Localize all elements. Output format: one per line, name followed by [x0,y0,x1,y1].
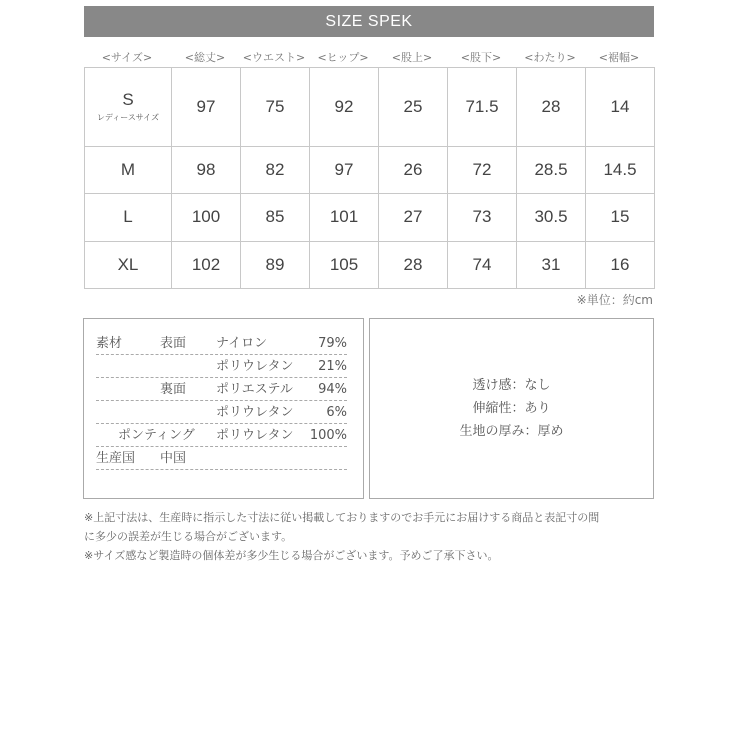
value-cell: 28.5 [517,146,586,193]
header-inseam: <股下> [460,51,502,64]
thickness-text: 生地の厚み：厚め [459,424,564,439]
value-cell: 101 [310,194,379,241]
material-row [96,354,347,378]
stretch-text: 伸縮性：あり [472,401,551,416]
column-headers [84,49,654,63]
value-cell: 75 [241,68,310,147]
material-percent: 21% [318,359,347,374]
header-hem: <裾幅> [598,51,640,64]
size-note: レディースサイズ [96,112,160,122]
origin-label: 生産国 [96,451,136,466]
header-length: <総丈> [184,51,226,64]
value-cell: 30.5 [517,194,586,241]
value-cell: 14 [586,68,655,147]
note-line: ※上記寸法は、生産時に指示した寸法に従い掲載しておりますのでお手元にお届けする商品と表記寸の間 [84,511,600,524]
unit-note: ※単位：約cm [576,293,653,307]
disclaimer-notes [84,508,664,565]
material-percent: 94% [318,382,347,397]
size-label: S [122,89,134,109]
value-cell: 28 [517,68,586,147]
origin-row [96,446,347,470]
value-cell: 28 [379,241,448,288]
value-cell: 72 [448,146,517,193]
material-label: 素材 [96,336,123,351]
size-cell: XL [85,241,172,288]
material-name: ポリウレタン [216,405,294,420]
material-name: ポリエステル [216,382,293,397]
origin-value: 中国 [160,451,187,466]
value-cell: 89 [241,241,310,288]
value-cell: 26 [379,146,448,193]
material-name: ナイロン [216,336,268,351]
value-cell: 71.5 [448,68,517,147]
title-banner: SIZE SPEK [84,6,654,37]
header-waist: <ウエスト> [242,51,306,64]
value-cell: 27 [379,194,448,241]
header-rise: <股上> [391,51,433,64]
material-percent: 79% [318,336,347,351]
value-cell: 15 [586,194,655,241]
value-cell: 16 [586,241,655,288]
outer-label: 表面 [160,336,187,351]
size-cell: L [85,194,172,241]
size-cell [85,68,172,147]
table-row [85,194,655,241]
table-row [85,68,655,147]
value-cell: 31 [517,241,586,288]
material-percent: 100% [309,428,347,443]
note-line: に多少の誤差が生じる場合がございます。 [84,530,293,543]
material-row [96,423,347,447]
header-hip: <ヒップ> [317,51,369,64]
material-name: ポリウレタン [216,359,294,374]
lining-label: 裏面 [160,382,187,397]
value-cell: 100 [172,194,241,241]
value-cell: 73 [448,194,517,241]
value-cell: 14.5 [586,146,655,193]
value-cell: 97 [310,146,379,193]
table-row [85,146,655,193]
value-cell: 105 [310,241,379,288]
value-cell: 25 [379,68,448,147]
fabric-feel-panel [369,318,654,499]
value-cell: 92 [310,68,379,147]
transparency-text: 透け感：なし [472,378,551,393]
size-table [84,67,655,289]
material-name: ポリウレタン [216,428,294,443]
material-percent: 6% [326,405,347,420]
size-cell: M [85,146,172,193]
value-cell: 74 [448,241,517,288]
fabric-feel-list [370,374,653,443]
value-cell: 102 [172,241,241,288]
table-row [85,241,655,288]
note-line: ※サイズ感など製造時の個体差が多少生じる場合がございます。予めご了承下さい。 [84,549,499,562]
value-cell: 98 [172,146,241,193]
material-row [96,400,347,424]
header-thigh: <わたり> [524,51,576,64]
header-size: <サイズ> [101,51,153,64]
material-row [96,377,347,401]
value-cell: 82 [241,146,310,193]
material-panel [83,318,364,499]
value-cell: 85 [241,194,310,241]
value-cell: 97 [172,68,241,147]
bonding-label: ポンティング [118,428,195,443]
material-row [96,331,347,355]
